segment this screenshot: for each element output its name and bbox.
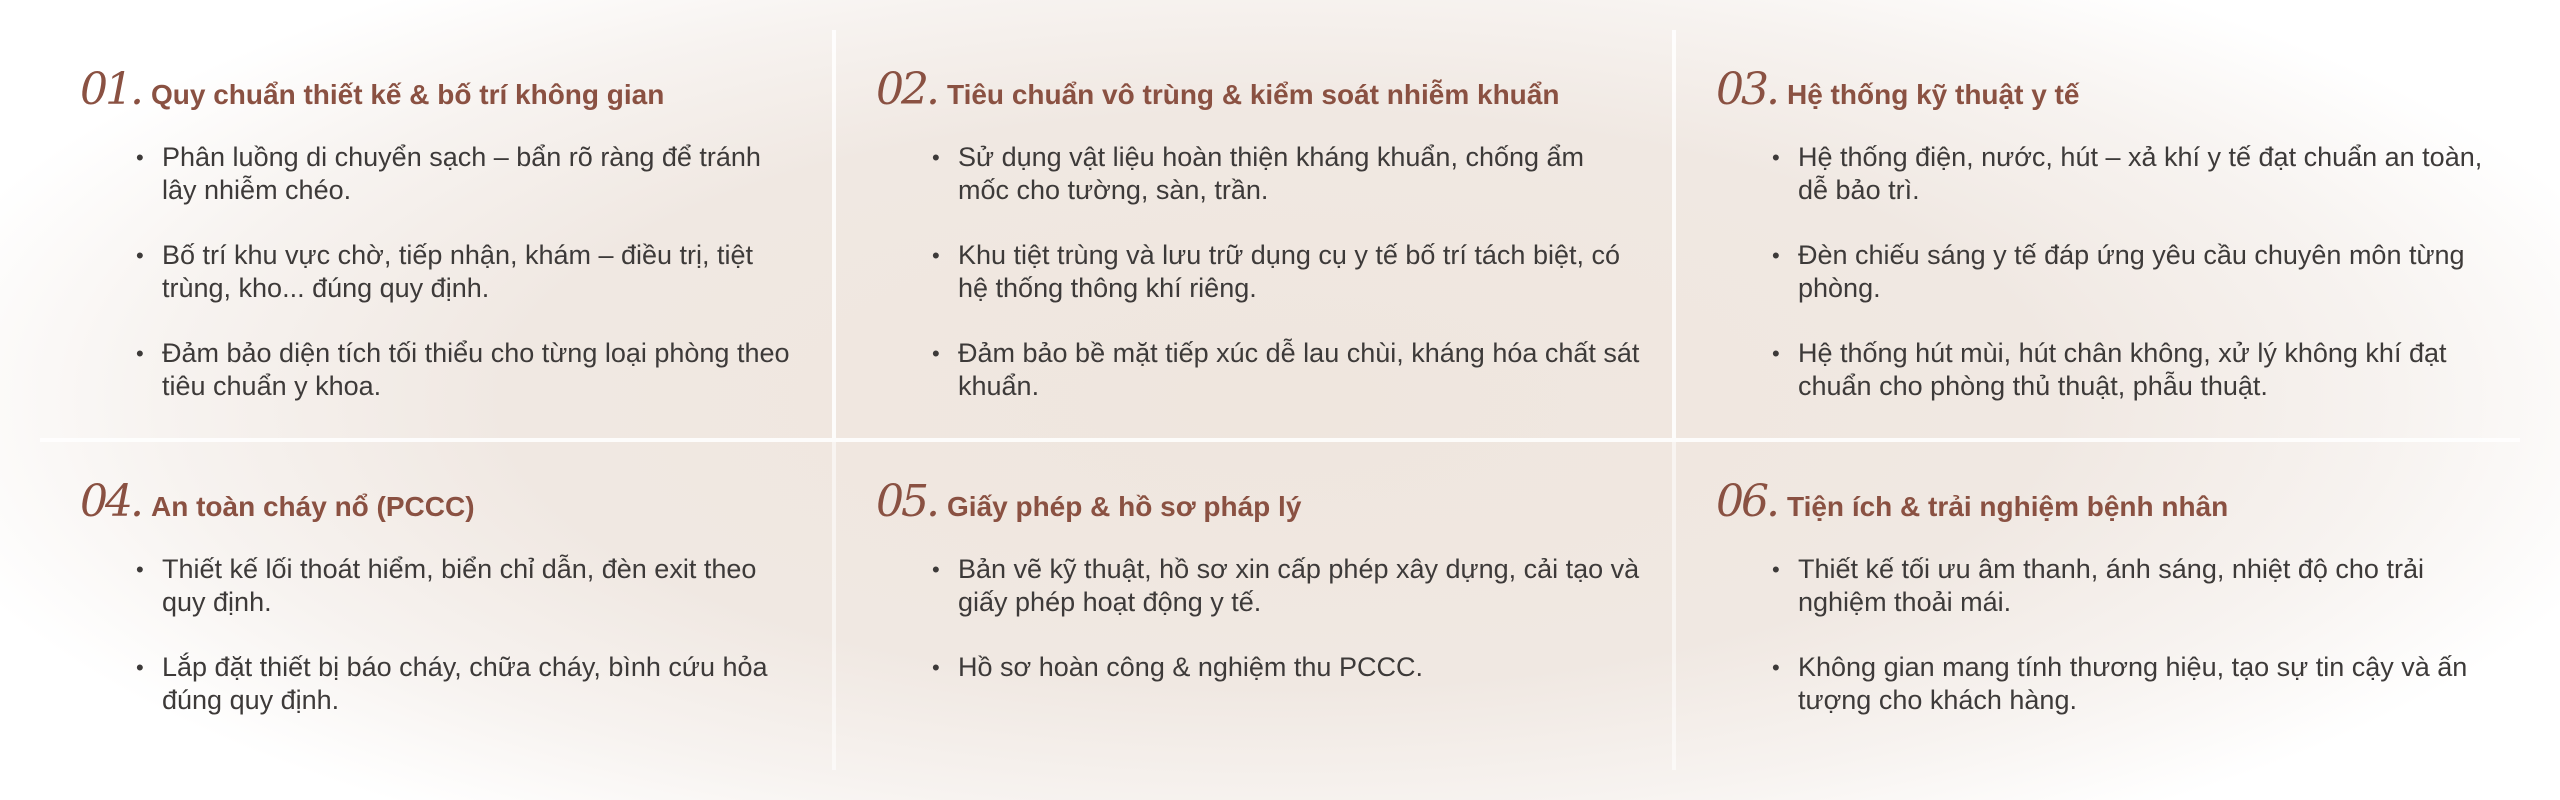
section-number: 04. [80, 476, 141, 527]
section-design-layout [40, 30, 836, 442]
list-item-text: Hồ sơ hoàn công & nghiệm thu PCCC. [958, 652, 1423, 682]
section-header [80, 476, 802, 527]
section-title: An toàn cháy nổ (PCCC) [150, 491, 475, 522]
section-list [876, 141, 1642, 403]
bullet-icon: • [1772, 341, 1780, 366]
section-title: Giấy phép & hồ sơ pháp lý [946, 491, 1302, 522]
section-number: 02. [876, 64, 937, 115]
list-item [1772, 651, 2490, 717]
section-number: 01. [80, 64, 141, 115]
list-item [932, 553, 1642, 619]
bullet-icon: • [1772, 145, 1780, 170]
section-number: 05. [876, 476, 937, 527]
section-header [876, 64, 1642, 115]
list-item-text: Bản vẽ kỹ thuật, hồ sơ xin cấp phép xây dựng, cải tạo và giấy phép hoạt động y tế. [958, 554, 1640, 617]
section-patient-experience [1676, 442, 2520, 770]
list-item-text: Sử dụng vật liệu hoàn thiện kháng khuẩn, chống ẩm mốc cho tường, sàn, trần. [958, 142, 1585, 205]
bullet-icon: • [932, 145, 940, 170]
list-item [136, 553, 802, 619]
bullet-icon: • [1772, 243, 1780, 268]
list-item [1772, 239, 2490, 305]
section-title: Tiện ích & trải nghiệm bệnh nhân [1786, 491, 2229, 522]
bullet-icon: • [932, 557, 940, 582]
section-header [1716, 64, 2490, 115]
section-title: Hệ thống kỹ thuật y tế [1786, 79, 2080, 110]
list-item [136, 141, 802, 207]
list-item-text: Hệ thống điện, nước, hút – xả khí y tế đạt chuẩn an toàn, dễ bảo trì. [1798, 142, 2483, 205]
list-item [1772, 337, 2490, 403]
list-item-text: Khu tiệt trùng và lưu trữ dụng cụ y tế bố trí tách biệt, có hệ thống thông khí riêng. [958, 240, 1621, 303]
section-number: 06. [1716, 476, 1777, 527]
bullet-icon: • [1772, 655, 1780, 680]
bullet-icon: • [932, 243, 940, 268]
list-item-text: Đảm bảo diện tích tối thiểu cho từng loại phòng theo tiêu chuẩn y khoa. [162, 338, 790, 401]
section-list [1716, 553, 2490, 717]
bullet-icon: • [136, 341, 144, 366]
section-permits-legal [836, 442, 1676, 770]
list-item [136, 337, 802, 403]
bullet-icon: • [136, 243, 144, 268]
list-item [1772, 141, 2490, 207]
list-item-text: Không gian mang tính thương hiệu, tạo sự tin cậy và ấn tượng cho khách hàng. [1798, 652, 2468, 715]
list-item [1772, 553, 2490, 619]
list-item-text: Hệ thống hút mùi, hút chân không, xử lý không khí đạt chuẩn cho phòng thủ thuật, phẫu thuật. [1798, 338, 2447, 401]
section-medical-technical-systems [1676, 30, 2520, 442]
list-item-text: Đảm bảo bề mặt tiếp xúc dễ lau chùi, kháng hóa chất sát khuẩn. [958, 338, 1640, 401]
bullet-icon: • [932, 655, 940, 680]
section-title: Tiêu chuẩn vô trùng & kiểm soát nhiễm khuẩn [946, 79, 1560, 110]
bullet-icon: • [932, 341, 940, 366]
list-item-text: Lắp đặt thiết bị báo cháy, chữa cháy, bình cứu hỏa đúng quy định. [162, 652, 768, 715]
section-list [876, 553, 1642, 684]
list-item-text: Thiết kế lối thoát hiểm, biển chỉ dẫn, đèn exit theo quy định. [162, 554, 757, 617]
list-item-text: Đèn chiếu sáng y tế đáp ứng yêu cầu chuyên môn từng phòng. [1798, 240, 2465, 303]
list-item [136, 651, 802, 717]
section-list [80, 553, 802, 717]
section-list [1716, 141, 2490, 403]
section-header [876, 476, 1642, 527]
section-title: Quy chuẩn thiết kế & bố trí không gian [150, 79, 665, 110]
list-item [932, 239, 1642, 305]
list-item [932, 651, 1642, 684]
list-item-text: Thiết kế tối ưu âm thanh, ánh sáng, nhiệt độ cho trải nghiệm thoải mái. [1798, 554, 2424, 617]
list-item-text: Bố trí khu vực chờ, tiếp nhận, khám – điều trị, tiệt trùng, kho... đúng quy định. [162, 240, 754, 303]
list-item [932, 141, 1642, 207]
section-list [80, 141, 802, 403]
bullet-icon: • [136, 145, 144, 170]
list-item [136, 239, 802, 305]
bullet-icon: • [136, 557, 144, 582]
section-number: 03. [1716, 64, 1777, 115]
bullet-icon: • [1772, 557, 1780, 582]
section-header [80, 64, 802, 115]
bullet-icon: • [136, 655, 144, 680]
list-item [932, 337, 1642, 403]
section-fire-safety [40, 442, 836, 770]
section-header [1716, 476, 2490, 527]
section-sterility-infection-control [836, 30, 1676, 442]
requirements-grid [40, 30, 2520, 770]
list-item-text: Phân luồng di chuyển sạch – bẩn rõ ràng để tránh lây nhiễm chéo. [162, 142, 761, 205]
